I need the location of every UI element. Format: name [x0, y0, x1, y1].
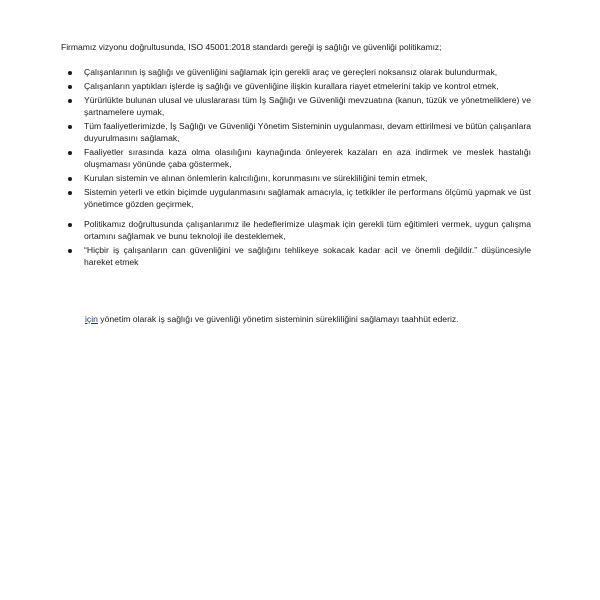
bullet-icon: [68, 99, 72, 103]
list-item: [61, 80, 531, 92]
policy-list: [61, 66, 531, 270]
bullet-icon: [68, 71, 72, 75]
list-item-text: Sistemin yeterli ve etkin biçimde uygulanmasını sağlamak amacıyla, iç tetkikler ile performans ölçümü yapmak ve üst yönetimce gözden geçirmek,: [84, 187, 531, 209]
list-item: [61, 120, 531, 144]
list-item-text: Yürürlükte bulunan ulusal ve uluslararası tüm İş Sağlığı ve Güvenliği mevzuatına (kanun, tüzük ve yönetmeliklere) ve şartnamelere uymak,: [84, 95, 531, 117]
list-item: [61, 244, 531, 268]
list-item-text: Tüm faaliyetlerimizde, İş Sağlığı ve Güvenliği Yönetim Sisteminin uygulanması, devam ettirilmesi ve bütün çalışanlara duyurulmasını sağlamak,: [84, 121, 531, 143]
list-item-text: Faaliyetler sırasında kaza olma olasılığını kaynağında önleyerek kazaları en aza indirmek ve meslek hastalığı oluşmaması yönünde çaba göstermek,: [84, 147, 531, 169]
list-item: [61, 66, 531, 78]
list-item: [61, 94, 531, 118]
list-item: [61, 186, 531, 210]
list-item-text: Çalışanların yaptıkları işlerde iş sağlığı ve güvenliğine ilişkin kurallara riayet etmelerini takip ve kontrol etmek,: [84, 81, 499, 91]
bullet-icon: [68, 177, 72, 181]
bullet-icon: [68, 223, 72, 227]
list-item-text: Politikamız doğrultusunda çalışanlarımız ile hedeflerimize ulaşmak için gerekli tüm eğitimleri vermek, uygun çalışma ortamını sağlamak ve bunu teknoloji ile desteklemek,: [84, 219, 531, 241]
list-item-text: “Hiçbir iş çalışanların can güvenliğini ve sağlığını tehlikeye sokacak kadar acil ve önemli değildir.” düşüncesiyle hareket etmek: [84, 245, 531, 267]
list-item: [61, 172, 531, 184]
closing-text: yönetim olarak iş sağlığı ve güvenliği yönetim sisteminin sürekliliğini sağlamayı taahhüt ederiz.: [97, 314, 459, 324]
list-item: [61, 146, 531, 170]
intro-paragraph: Firmamız vizyonu doğrultusunda, ISO 45001:2018 standardı gereği iş sağlığı ve güvenliği politikamız;: [61, 42, 442, 52]
list-item-text: Çalışanlarının iş sağlığı ve güvenliğini sağlamak için gerekli araç ve gereçleri noksansız olarak bulundurmak,: [84, 67, 498, 77]
bullet-icon: [68, 151, 72, 155]
closing-paragraph: [85, 313, 508, 325]
closing-underlined-word: için: [85, 314, 98, 324]
list-item: [61, 218, 531, 242]
bullet-icon: [68, 249, 72, 253]
list-item-text: Kurulan sistemin ve alınan önlemlerin kalıcılığını, korunmasını ve sürekliliğini temin etmek,: [84, 173, 428, 183]
bullet-icon: [68, 125, 72, 129]
bullet-icon: [68, 85, 72, 89]
bullet-icon: [68, 191, 72, 195]
